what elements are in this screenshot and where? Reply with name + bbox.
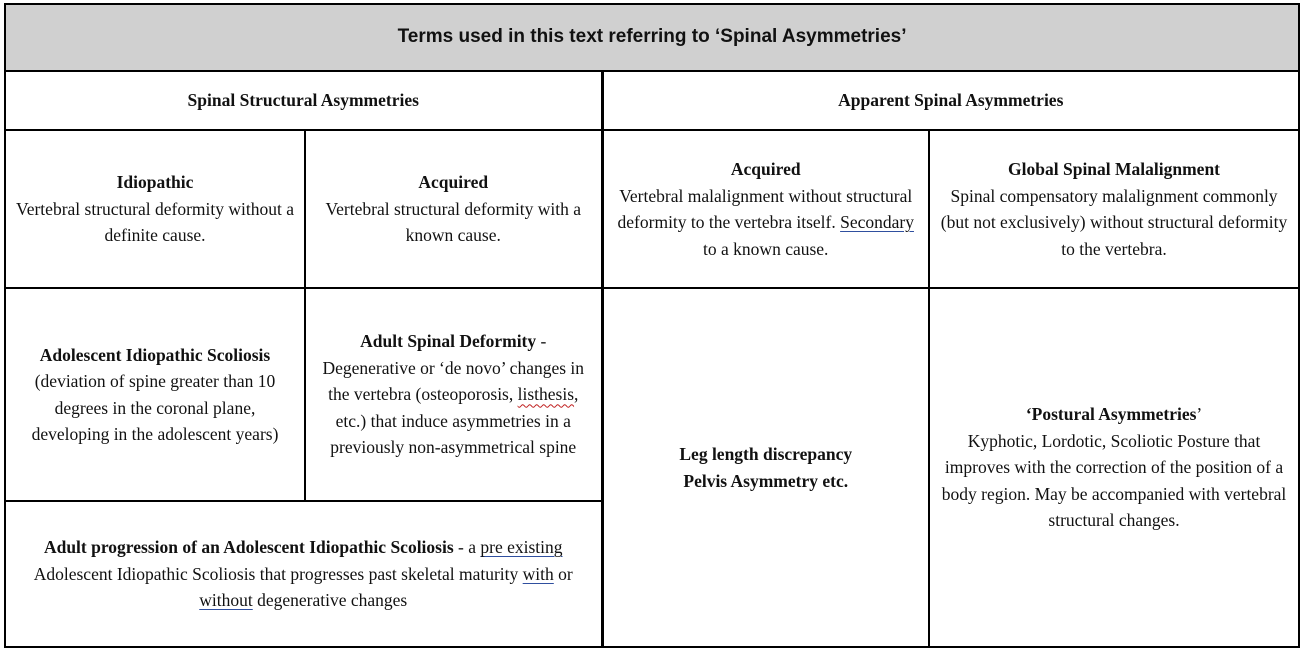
leg-line-1: Leg length discrepancy	[679, 444, 853, 464]
cell-adult-spinal-deformity	[305, 288, 602, 501]
idiopathic-heading: Idiopathic	[116, 172, 194, 193]
progression-t1: - a	[453, 537, 481, 558]
progression-without: without	[199, 590, 253, 611]
section-header-structural: Spinal Structural Asymmetries	[5, 71, 602, 130]
cell-adult-progression	[5, 501, 602, 647]
cell-acquired-structural	[305, 130, 602, 288]
ais-body: (deviation of spine greater than 10 degrees in the coronal plane, developing in the adolescent years)	[31, 371, 279, 444]
postural-heading-tail: ’	[1196, 404, 1203, 425]
acquired-apparent-body-3: to a known cause.	[703, 238, 829, 259]
secondary-underlined: Secondary	[840, 212, 914, 232]
spinal-asymmetries-table	[4, 3, 1300, 648]
postural-heading: ‘Postural Asymmetries	[1025, 404, 1197, 425]
acquired-apparent-body-1: Vertebral malalignment without structural deformity to the vertebra itself.	[617, 185, 913, 232]
progression-t3: Adolescent Idiopathic Scoliosis that progresses past skeletal maturity	[33, 563, 523, 584]
progression-t5: or	[553, 563, 573, 584]
listhesis-word: listhesis	[517, 384, 575, 405]
progression-pre-existing: pre existing	[480, 537, 563, 558]
cell-acquired-apparent	[602, 130, 929, 288]
acquired-structural-body: Vertebral structural deformity with a known cause.	[325, 198, 582, 246]
asd-body	[316, 355, 591, 461]
acquired-apparent-heading: Acquired	[730, 159, 801, 179]
asd-body-3: , etc.) that induce asymmetries in a previously non-asymmetrical spine	[330, 384, 579, 458]
global-heading: Global Spinal Malalignment	[1008, 159, 1221, 179]
acquired-apparent-body	[614, 183, 919, 263]
leg-line-2: Pelvis Asymmetry etc.	[683, 470, 849, 491]
progression-with: with	[522, 563, 554, 584]
asd-heading-suffix: -	[536, 331, 547, 352]
ais-heading: Adolescent Idiopathic Scoliosis	[39, 344, 271, 365]
asd-body-1: Degenerative or ‘de novo’ changes in the vertebra (osteoporosis,	[322, 357, 585, 405]
progression-t7: degenerative changes	[252, 590, 408, 611]
section-header-apparent: Apparent Spinal Asymmetries	[602, 71, 1299, 130]
asd-heading-line	[316, 328, 591, 355]
progression-heading: Adult progression of an Adolescent Idiopathic Scoliosis	[43, 537, 454, 558]
table-title: Terms used in this text referring to ‘Spinal Asymmetries’	[5, 4, 1299, 71]
cell-global-malalignment	[929, 130, 1299, 288]
postural-heading-line	[940, 401, 1288, 428]
cell-leg-length	[602, 288, 929, 647]
global-body: Spinal compensatory malalignment commonly (but not exclusively) without structural deformity to the vertebra.	[940, 185, 1288, 259]
acquired-structural-heading: Acquired	[418, 172, 489, 193]
cell-postural	[929, 288, 1299, 647]
asd-heading: Adult Spinal Deformity	[360, 331, 537, 352]
idiopathic-body: Vertebral structural deformity without a definite cause.	[16, 198, 294, 246]
cell-ais	[5, 288, 305, 501]
postural-body: Kyphotic, Lordotic, Scoliotic Posture that improves with the correction of the position of a body region. May be accompanied with vertebral structural changes.	[941, 430, 1287, 531]
cell-idiopathic	[5, 130, 305, 288]
